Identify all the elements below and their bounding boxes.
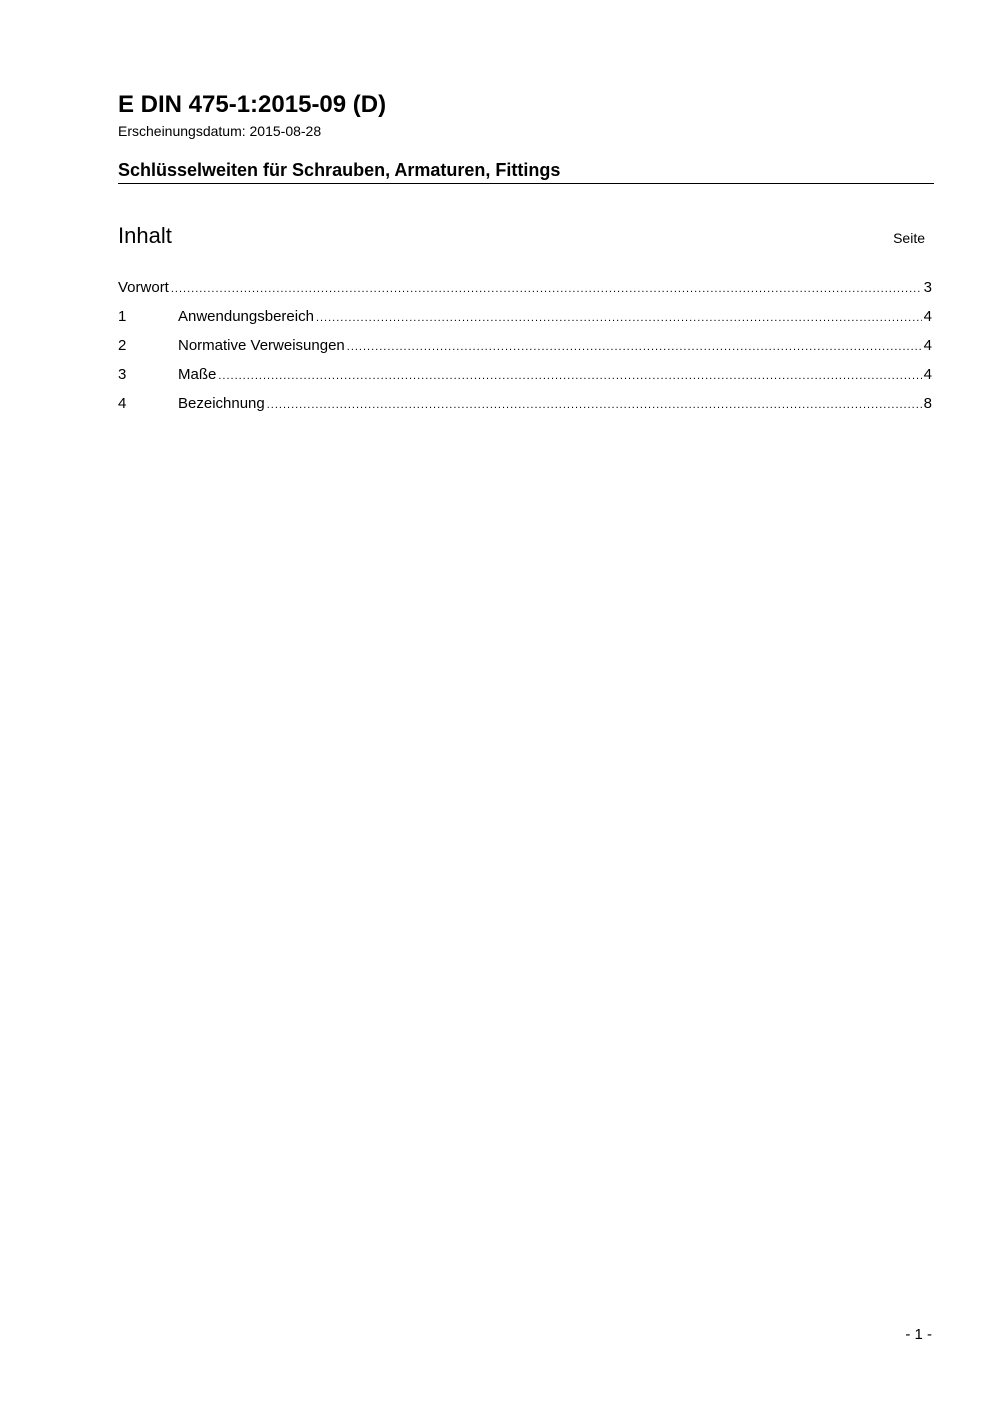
toc-page-column-label: Seite xyxy=(893,230,925,246)
toc-dot-leader xyxy=(347,337,922,357)
toc-entry-page: 4 xyxy=(923,308,932,325)
toc-dot-leader xyxy=(171,279,922,299)
table-of-contents xyxy=(118,278,932,423)
toc-entry-label: Maße xyxy=(178,366,217,383)
toc-entry-label: Bezeichnung xyxy=(178,395,265,412)
toc-entry-number: 3 xyxy=(118,366,127,383)
toc-dot-leader xyxy=(267,395,922,415)
toc-entry-number: 4 xyxy=(118,395,127,412)
toc-entry-label: Normative Verweisungen xyxy=(178,337,345,354)
page-number: - 1 - xyxy=(905,1326,932,1343)
toc-entry-anwendungsbereich[interactable] xyxy=(118,307,932,336)
subtitle-divider xyxy=(118,183,934,184)
toc-entry-vorwort[interactable] xyxy=(118,278,932,307)
toc-entry-bezeichnung[interactable] xyxy=(118,394,932,423)
toc-entry-number: 2 xyxy=(118,337,127,354)
toc-entry-page: 4 xyxy=(923,337,932,354)
toc-entry-masse[interactable] xyxy=(118,365,932,394)
toc-entry-normative-verweisungen[interactable] xyxy=(118,336,932,365)
document-subtitle: Schlüsselweiten für Schrauben, Armaturen, Fittings xyxy=(118,160,561,180)
toc-dot-leader xyxy=(218,366,921,386)
toc-entry-page: 8 xyxy=(923,395,932,412)
publication-date: Erscheinungsdatum: 2015-08-28 xyxy=(118,123,322,139)
toc-entry-label: Anwendungsbereich xyxy=(178,308,314,325)
toc-dot-leader xyxy=(316,308,922,328)
toc-entry-page: 3 xyxy=(923,279,932,296)
toc-entry-page: 4 xyxy=(923,366,932,383)
toc-entry-number: 1 xyxy=(118,308,127,325)
toc-entry-label: Vorwort xyxy=(118,279,169,296)
toc-heading: Inhalt xyxy=(118,223,172,248)
document-title: E DIN 475-1:2015-09 (D) xyxy=(118,91,387,118)
